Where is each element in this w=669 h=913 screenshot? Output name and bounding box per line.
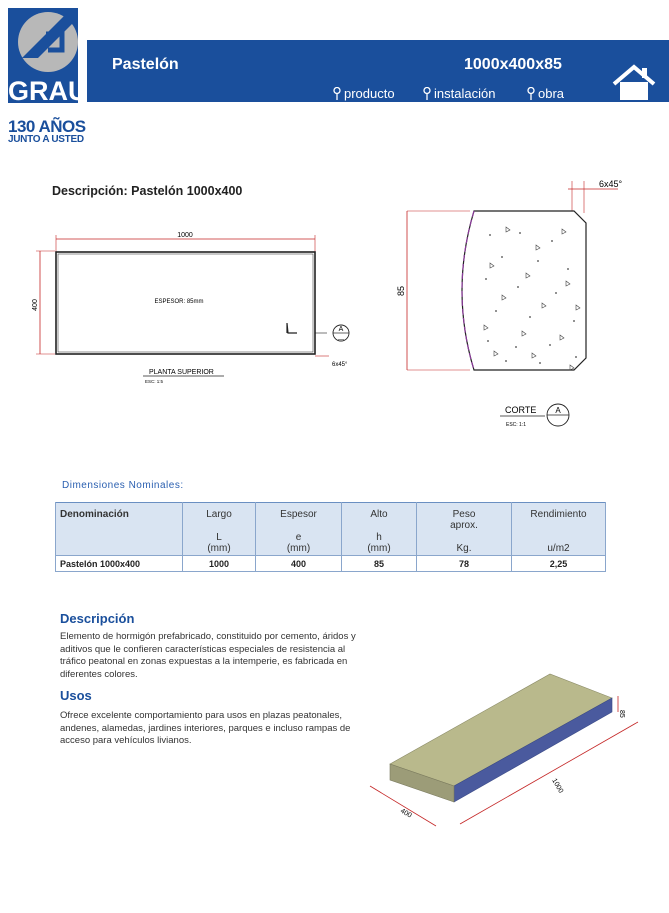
plan-width-label: 400 xyxy=(32,299,39,311)
plan-view-drawing xyxy=(25,225,365,395)
product-code: 1000x400x85 xyxy=(464,56,562,73)
isometric-view xyxy=(360,662,650,842)
iso-height-label: 85 xyxy=(618,710,625,718)
section-scale: ESC: 1:1 xyxy=(506,422,527,428)
col-peso: Peso aprox. Kg. xyxy=(417,503,512,556)
years-badge: 130 AÑOS xyxy=(8,117,86,136)
nav-producto[interactable] xyxy=(333,86,395,101)
thickness-note: ESPESOR: 85mm xyxy=(154,299,204,305)
section-marker: A xyxy=(338,326,344,333)
table-header-row xyxy=(56,503,606,556)
section-chamfer-label: 6x45° xyxy=(599,179,623,189)
table-row: Pastelón 1000x400 1000 400 85 78 2,25 xyxy=(56,556,606,572)
section-marker-sub: — xyxy=(338,337,344,343)
descripcion-text: Elemento de hormigón prefabricado, constituido por cemento, áridos y aditivos que le confieren características especiales de resistencia al tráfico peatonal en zonas expuestas a la intemperie, es fabricada en diferentes colores. xyxy=(60,631,356,680)
pin-icon xyxy=(333,87,341,100)
col-espesor: Espesor e (mm) xyxy=(256,503,342,556)
nav-label: obra xyxy=(538,86,565,101)
nav-label: producto xyxy=(344,86,395,101)
section-caption-marker: A xyxy=(555,406,561,415)
descripcion-heading: Descripción xyxy=(60,611,135,626)
section-view-drawing xyxy=(390,175,635,435)
page-title: Pastelón xyxy=(112,56,179,73)
logo-text: GRAU xyxy=(8,76,88,106)
tagline: JUNTO A USTED xyxy=(8,134,84,145)
dimensions-label: Dimensiones Nominales: xyxy=(62,480,184,491)
usos-heading: Usos xyxy=(60,688,92,703)
dimensions-table xyxy=(55,502,606,572)
home-button[interactable] xyxy=(612,64,656,102)
usos-text: Ofrece excelente comportamiento para usos en plazas peatonales, andenes, alamedas, jardines interiores, parques e incluso rampas de acceso para vehículos livianos. xyxy=(60,710,351,747)
logo-mark-icon xyxy=(8,8,78,78)
home-icon xyxy=(612,64,656,102)
pin-icon xyxy=(423,87,431,100)
col-rendimiento: Rendimiento u/m2 xyxy=(512,503,606,556)
nav-instalacion[interactable] xyxy=(423,86,495,101)
pin-icon xyxy=(527,87,535,100)
drawing-heading: Descripción: Pastelón 1000x400 xyxy=(52,184,243,198)
iso-width-label: 400 xyxy=(399,807,413,820)
plan-length-label: 1000 xyxy=(177,232,193,239)
nav-label: instalación xyxy=(434,86,496,101)
section-caption: CORTE xyxy=(505,405,537,415)
plan-caption: PLANTA SUPERIOR xyxy=(149,369,214,376)
plan-chamfer-label: 6x45° xyxy=(332,362,348,368)
col-denominacion: Denominación xyxy=(56,503,183,556)
col-alto: Alto h (mm) xyxy=(342,503,417,556)
iso-length-label: 1000 xyxy=(550,777,565,795)
col-largo: Largo L (mm) xyxy=(183,503,256,556)
section-height-label: 85 xyxy=(396,285,406,297)
nav-obra[interactable] xyxy=(527,86,564,101)
plan-scale: ESC: 1:5 xyxy=(145,379,164,384)
